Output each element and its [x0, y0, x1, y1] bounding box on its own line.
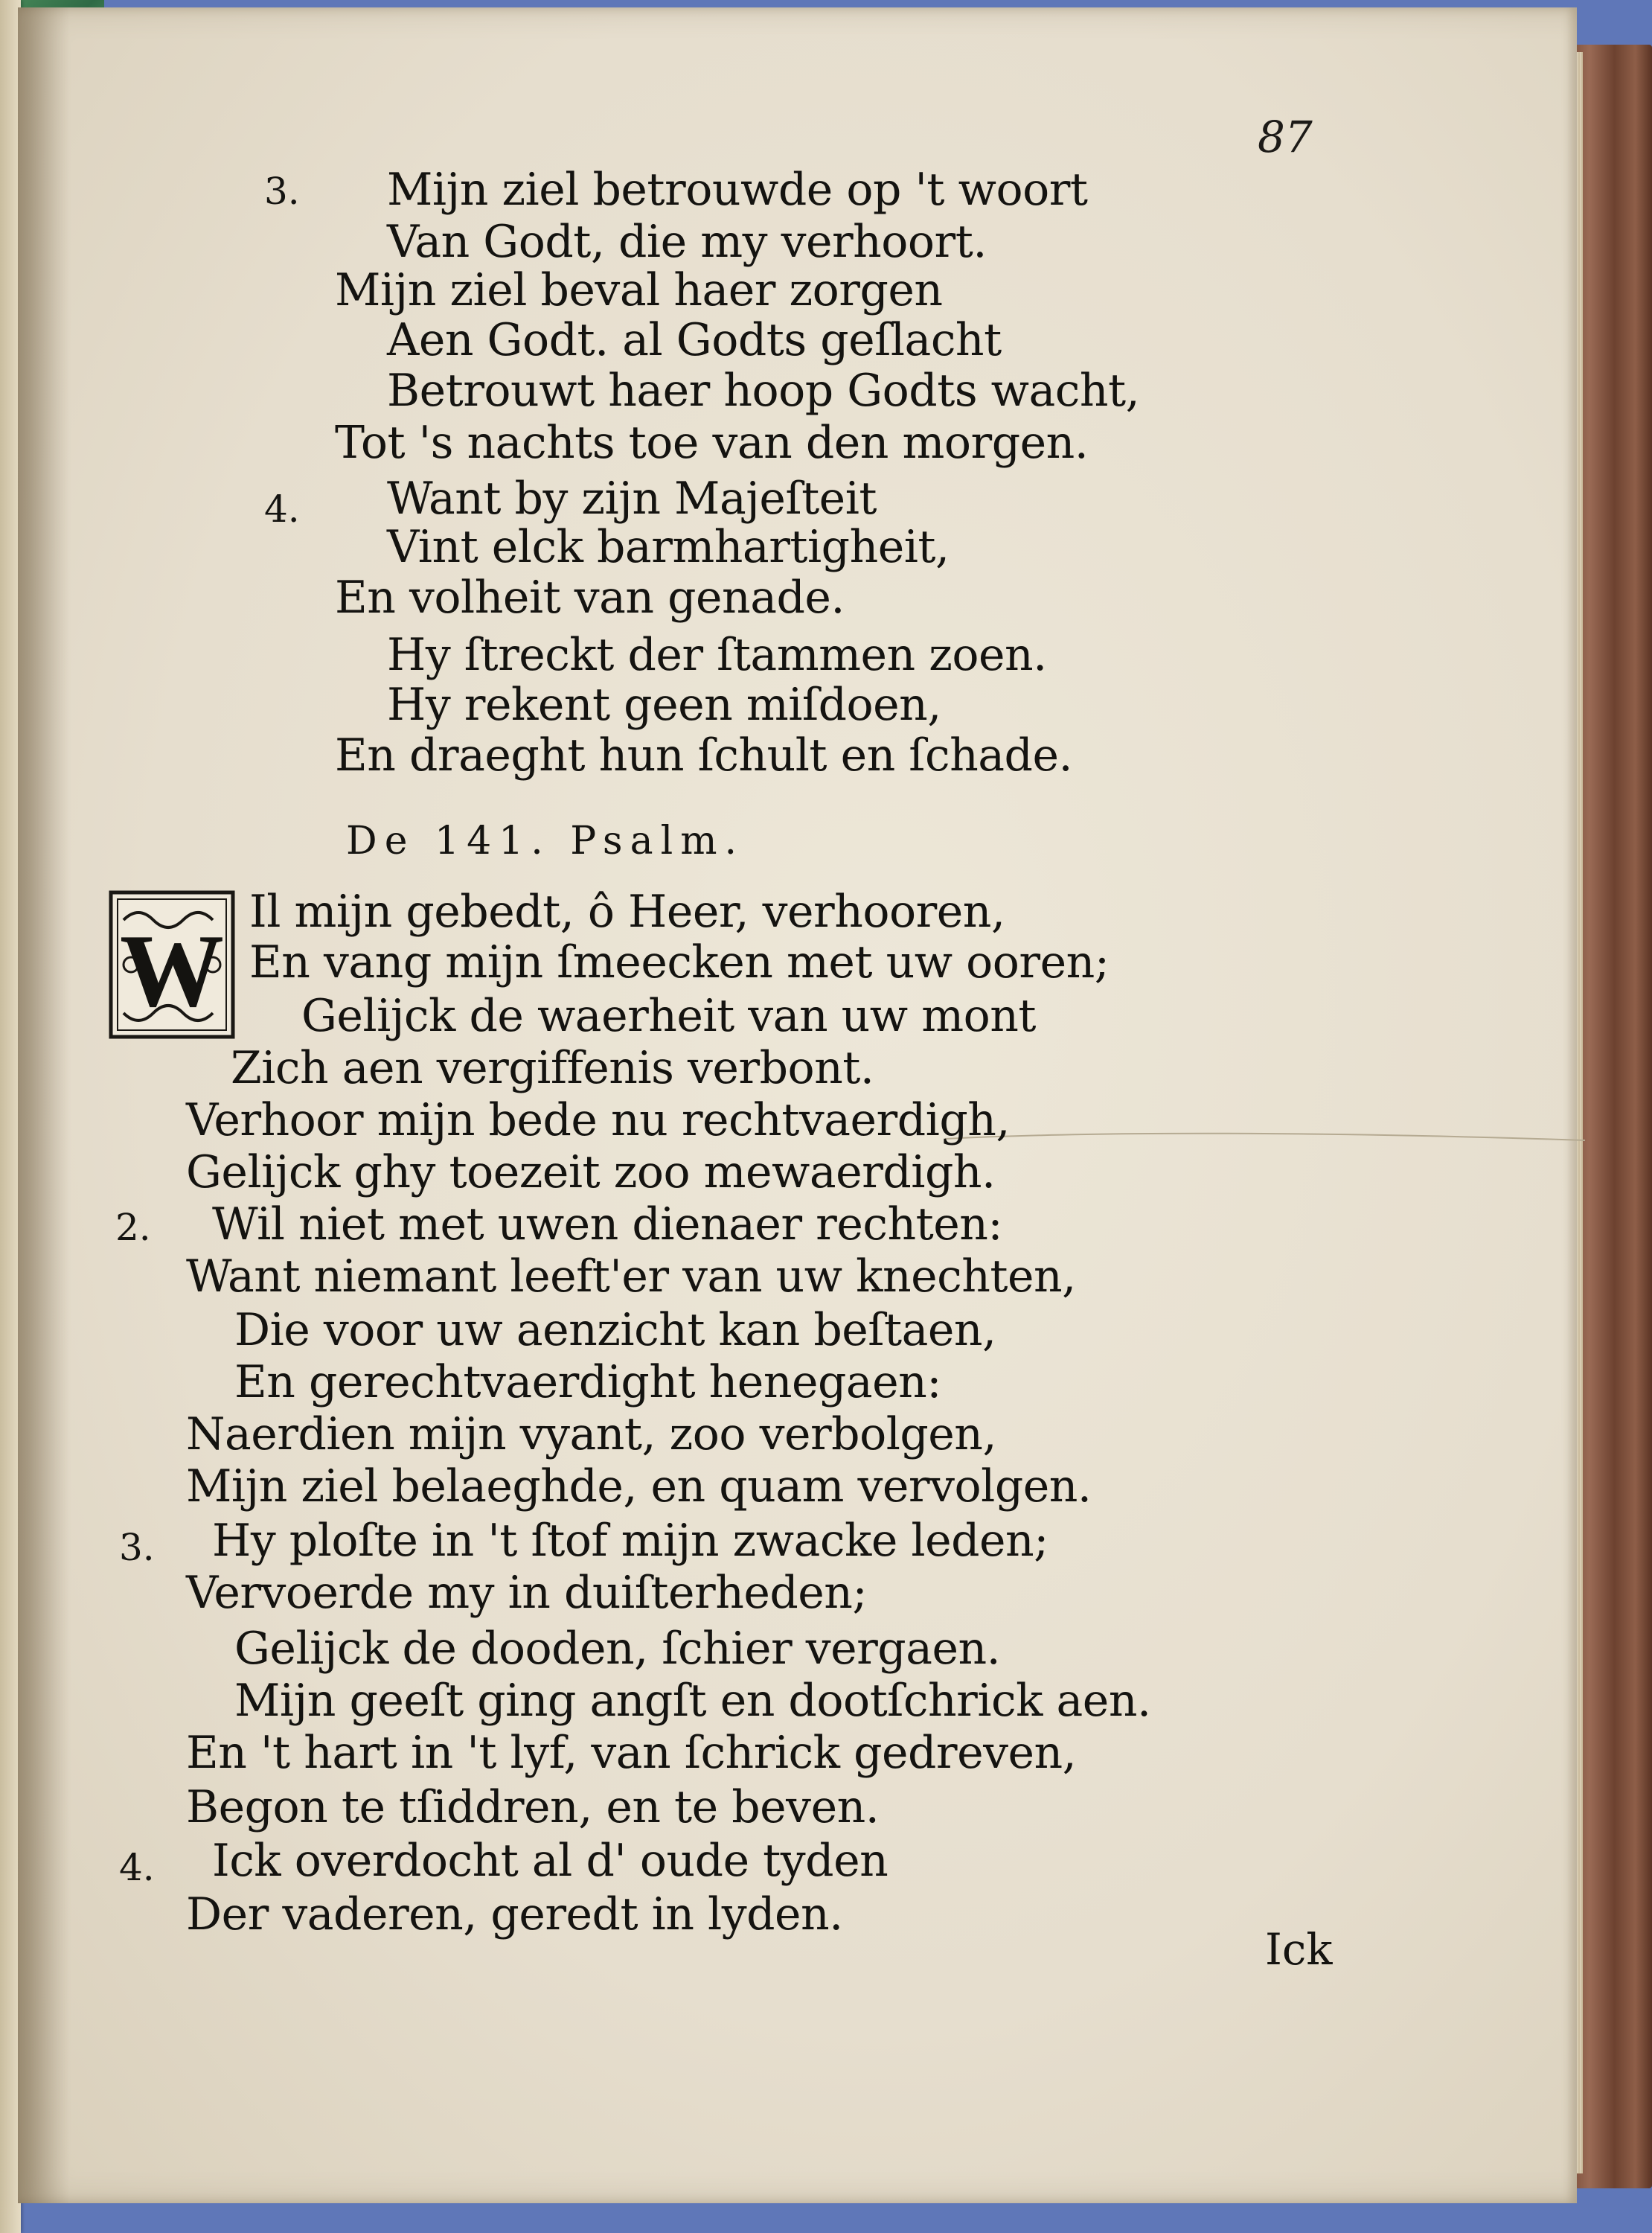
verse-line: Betrouwt haer hoop Godts wacht,: [387, 365, 1140, 417]
verse-line: Gelijck de waerheit van uw mont: [301, 990, 1037, 1042]
verse-number: 3.: [119, 1526, 155, 1569]
verse-line: Aen Godt. al Godts geſlacht: [387, 314, 1002, 366]
verse-line: Wil niet met uwen dienaer rechten:: [212, 1198, 1003, 1250]
paper-crease: [945, 1131, 1585, 1142]
verse-line: Der vaderen, geredt in lyden.: [186, 1888, 843, 1940]
verse-line: Van Godt, die my verhoort.: [387, 216, 987, 268]
verse-line: Verhoor mijn bede nu rechtvaerdigh,: [186, 1094, 1010, 1146]
verse-line: Mijn geeſt ging angſt en dootſchrick aen.: [234, 1675, 1151, 1727]
verse-line: Mijn ziel belaeghde, en quam vervolgen.: [186, 1460, 1092, 1512]
verse-number: 4.: [119, 1846, 155, 1889]
verse-line: Begon te tſiddren, en te beven.: [186, 1781, 880, 1833]
verse-line: Vervoerde my in duiſterheden;: [186, 1567, 868, 1619]
verse-line: Want by zijn Majeſteit: [387, 473, 877, 525]
verse-line: En volheit van genade.: [335, 572, 845, 624]
verse-line: En gerechtvaerdight henegaen:: [234, 1356, 942, 1408]
verse-line: Il mijn gebedt, ô Heer, verhooren,: [249, 886, 1005, 938]
verse-number: 3.: [264, 170, 300, 213]
verse-line: Gelijck ghy toezeit zoo mewaerdigh.: [186, 1146, 996, 1198]
verse-line: Tot 's nachts toe van den morgen.: [335, 417, 1089, 469]
gutter-shadow: [18, 7, 70, 2203]
verse-line: Hy ſtreckt der ſtammen zoen.: [387, 629, 1047, 681]
verse-line: Mijn ziel betrouwde op 't woort: [387, 164, 1088, 216]
verse-line: Vint elck barmhartigheit,: [387, 521, 950, 573]
psalm-heading: De 141. Psalm.: [346, 819, 745, 863]
verse-line: Hy rekent geen miſdoen,: [387, 679, 941, 731]
catchword: Ick: [1265, 1924, 1333, 1975]
verse-line: Mijn ziel beval haer zorgen: [335, 264, 943, 316]
verse-line: Ick overdocht al d' oude tyden: [212, 1835, 889, 1887]
decorated-initial: [109, 890, 235, 1039]
verse-number: 4.: [264, 488, 300, 531]
verse-line: En draeght hun ſchult en ſchade.: [335, 729, 1073, 782]
verse-line: Zich aen vergiffenis verbont.: [231, 1042, 874, 1094]
verse-line: En 't hart in 't lyf, van ſchrick gedreven,: [186, 1727, 1077, 1779]
drop-cap-letter: W: [120, 913, 224, 1029]
verse-line: En vang mijn ſmeecken met uw ooren;: [249, 936, 1110, 988]
verse-line: Want niemant leeft'er van uw knechten,: [186, 1250, 1076, 1303]
page-number: 87: [1258, 112, 1313, 162]
verse-line: Hy ploſte in 't ſtof mijn zwacke leden;: [212, 1515, 1048, 1567]
verse-line: Die voor uw aenzicht kan beſtaen,: [234, 1304, 996, 1356]
verse-number: 2.: [115, 1206, 151, 1249]
verse-line: Naerdien mijn vyant, zoo verbolgen,: [186, 1408, 997, 1460]
verse-line: Gelijck de dooden, ſchier vergaen.: [234, 1623, 1001, 1675]
